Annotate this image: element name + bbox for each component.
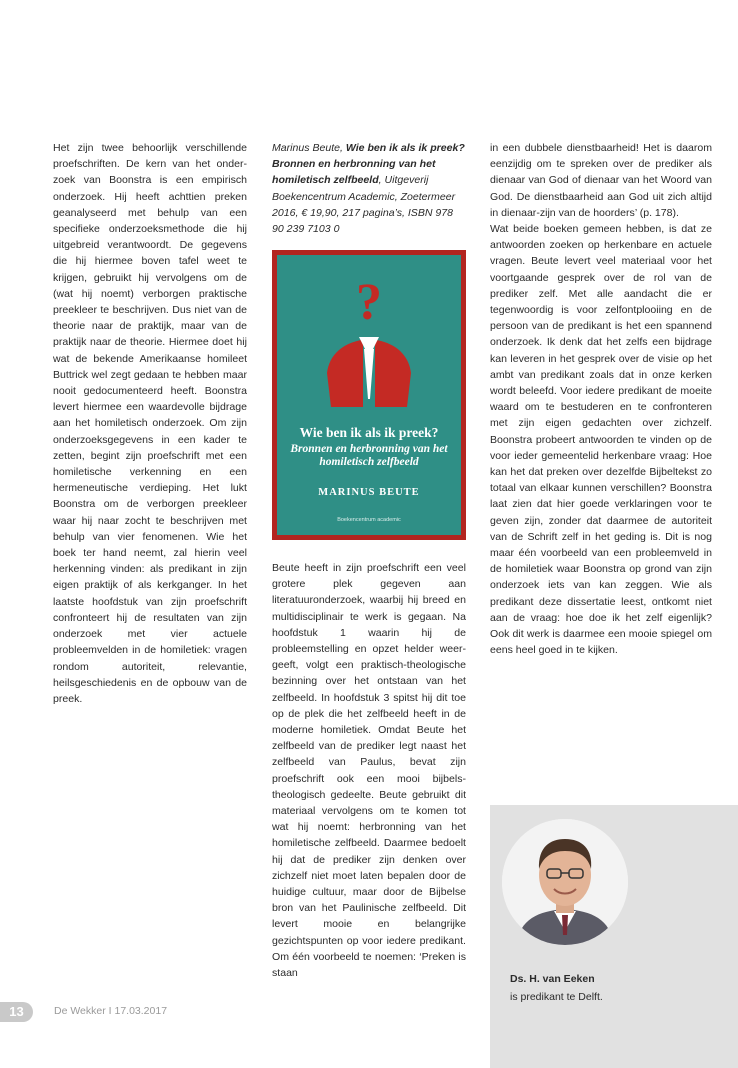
article-column-2 [272,560,466,981]
column-3-paragraph-1: in een dubbele dienstbaarheid! Het is daarom eenzijdig om te spreken over de prediker als dienaar van God of dienaar van het Woord van God. De dienstbaarheid aan God uit zich altijd in dienaar-zijn van de hoorders’ (p. 178). [490,142,712,219]
book-cover-image [272,250,466,540]
page-number: 13 [0,1002,33,1022]
article-column-1 [53,140,247,707]
book-citation [272,140,466,237]
column-2-text: Beute heeft in zijn proefschrift een veel grotere plek gegeven aan literatuuronderzoek, waarbij hij breed en multidisciplinair te werk is gegaan. Na hoofdstuk 1 waarin hij de probleemstelling en opzet helder weer-geeft, volgt een praktisch-theologische bezinning over het ontstaan van het zelfbeeld. In hoofdstuk 3 spitst hij dit toe op de plek die het zelfbeeld heeft in de moderne homiletiek. Omdat Beute het zelfbeeld van de prediker legt naast het zelfbeeld van Paulus, bevat zijn proefschrift ook een mooi bijbels-theologisch gedeelte. Beute gebruikt dit materiaal vervolgens om te komen tot wat hij noemt: herbronning van het homiletische zelfbeeld. Daarmee bedoelt hij dat de prediker zijn denken over zichzelf niet moet laten bepalen door de huidige cultuur, maar door de Bijbelse bron van het Paulinische zelfbeeld. Dit levert mooie en belangrijke gezichtspunten op voor iedere predikant. Om één voorbeeld te noemen: ‘Preken is staan [272,562,466,980]
question-mark-icon: ? [356,274,382,331]
citation-title: Wie ben ik als ik preek? Bronnen en herbronning van het homiletisch zelfbeeld [272,142,465,187]
book-cover-subtitle: Bronnen en herbronning van het homiletisch zelfbeeld [290,443,448,468]
footer-publication-date: De Wekker I 17.03.2017 [54,1005,168,1017]
citation-author: Marinus Beute, [272,142,346,154]
article-column-3 [490,140,712,659]
author-portrait-icon [502,819,628,945]
preacher-robe-icon [323,333,415,409]
book-cover-title: Wie ben ik als ik preek? [299,425,439,440]
author-role: is predikant te Delft. [510,991,603,1003]
book-cover-publisher: Boekencentrum academic [337,517,401,523]
citation-details: , Uitgeverij Boekencentrum Academic, Zoetermeer 2016, € 19,90, 217 pagina’s, ISBN 978 90 239 7103 0 [272,174,456,236]
book-cover-panel [277,255,461,535]
book-cover-author: MARINUS BEUTE [318,487,420,498]
article-column-2-citation [272,140,466,237]
author-name: Ds. H. van Eeken [510,973,595,985]
author-box [490,805,738,1068]
column-1-text: Het zijn twee behoorlijk verschillende proefschriften. De kern van het onder-zoek van Boonstra is een empirisch onderzoek. Hij heeft achttien preken geanalyseerd met behulp van een specifieke onderzoeksmethode die hij uitgebreid verantwoordt. De gegevens die hij hiermee boven tafel weet te krijgen, gebruikt hij vervolgens om de (wat hij noemt) verborgen praktische preekleer te beschrijven. Dus niet van de theorie naar de praktijk, maar van de praktijk naar de theorie. Hiermee doet hij wat de bekende Amerikaanse homileet Buttrick wel zegt gedaan te hebben maar nooit gedocumenteerd heeft. Boonstra levert hiermee een waardevolle bijdrage aan het homiletisch onderzoek. Om zijn onderzoeksgegevens in een kader te zetten, begint zijn proefschrift met een homiletische verkenning en een hermeneutische verdieping. Het lukt Boonstra om de verborgen preekleer waar hij naar zocht te beschrijven met behulp van vier fenomenen. Wie het boek ter hand neemt, zal hierin veel herkenning vinden: als predikant in zijn eigen praktijk of als kerkganger. In het laatste hoofdstuk van zijn proefschrift confronteert hij de resultaten van zijn onderzoek met vier actuele probleemvelden in de homiletiek: vragen rondom autoriteit, relevantie, heilsgeschiedenis en de opbouw van de preek. [53,142,247,705]
column-3-paragraph-2: Wat beide boeken gemeen hebben, is dat ze antwoorden zoeken op herkenbare en actuele vragen. Beute levert veel materiaal voor het voortgaande gesprek over de rol van de prediker zelf. Met alle aandacht die er tegenwoordig is voor zelfontplooiing en de persoon van de predikant is het een spannend onderzoek. Ik denk dat het zelfs een bijdrage kan leveren in het gesprek over de visie op het ambt van predikant zoals dat in onze kerken wordt beleefd. Voor iedere predikant de moeite waard om te bestuderen en te confronteren met zijn eigen gedachten over zichzelf. Boonstra probeert antwoorden te vinden op de voor ieder gemeentelid herkenbare vraag: Hoe kan het dat preken over dezelfde Bijbeltekst zo totaal van elkaar kunnen verschillen? Boonstra laat zien dat hier goede verklaringen voor te geven zijn, zonder dat daarmee de autoriteit van de Schrift zelf in het geding is. Dit is nog maar één voorbeeld van een probleemveld in de homiletiek waar Boonstra op grond van zijn onderzoek iets van kan zeggen. Wie als predikant deze dissertatie leest, ontkomt niet aan de vraag: hoe doe ik het zelf eigenlijk? Ook dit werk is daarmee een mooie spiegel om eens heel goed in te kijken. [490,223,712,657]
author-photo [502,819,628,945]
